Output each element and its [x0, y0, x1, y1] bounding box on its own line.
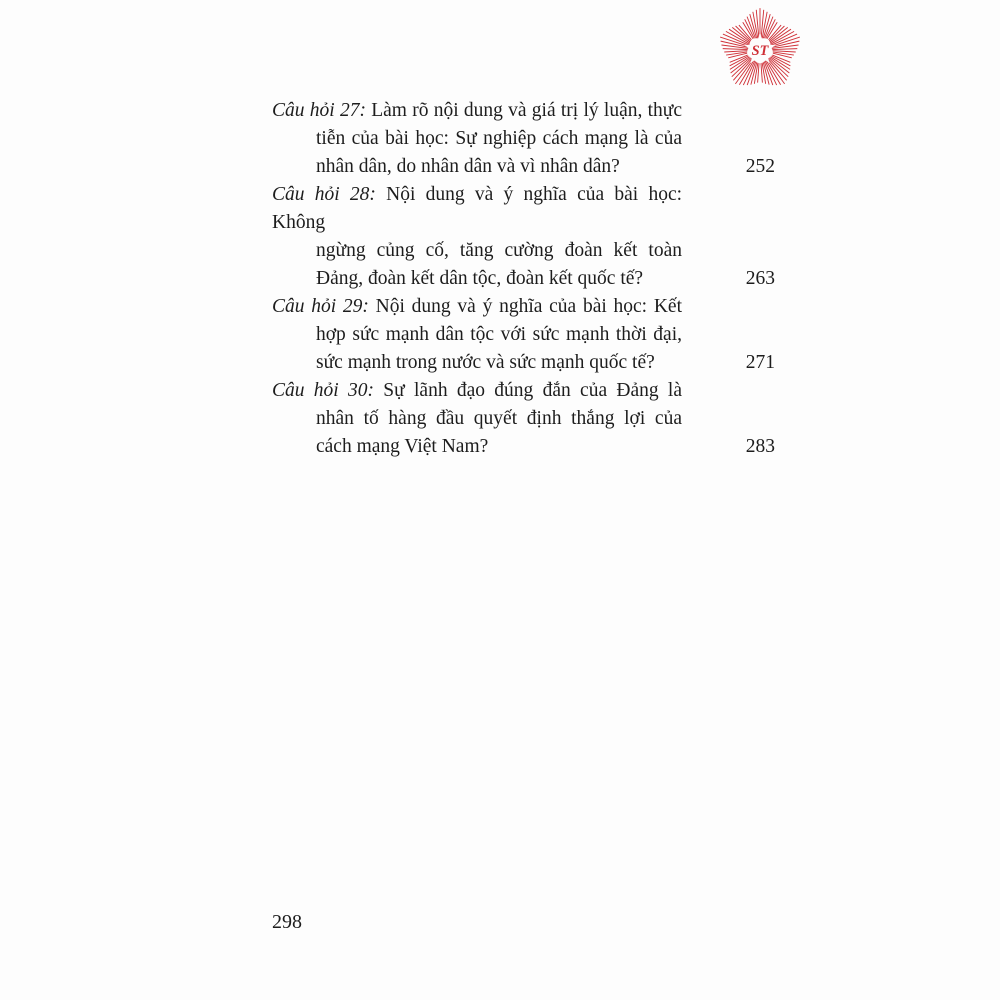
toc-entry-line: nhân tố hàng đầu quyết định thắng lợi của — [316, 408, 682, 429]
toc-entry-label: Câu hỏi 29: — [272, 296, 369, 317]
toc-entry-page-number: 263 — [745, 268, 775, 289]
toc-entry-page-number: 252 — [745, 156, 775, 177]
toc-entry-first-line — [272, 293, 682, 321]
toc-entry-last-line: nhân dân, do nhân dân và vì nhân dân? — [316, 156, 620, 177]
toc-entry-question: Nội dung và ý nghĩa của bài học: Kết — [375, 296, 682, 317]
toc-entry-last-line: Đảng, đoàn kết dân tộc, đoàn kết quốc tế? — [316, 268, 644, 289]
toc-entry-first-line — [272, 181, 682, 237]
toc-entry-question: Làm rõ nội dung và giá trị lý luận, thực — [371, 100, 682, 121]
toc-entry-page-number: 283 — [745, 436, 775, 457]
toc-entry-last-line: sức mạnh trong nước và sức mạnh quốc tế? — [316, 352, 655, 373]
toc-entry-label: Câu hỏi 30: — [272, 380, 374, 401]
toc-entry-label: Câu hỏi 28: — [272, 184, 376, 205]
toc-entry-line: tiễn của bài học: Sự nghiệp cách mạng là của — [316, 128, 682, 149]
folio-page-number: 298 — [272, 911, 302, 933]
toc-entry-label: Câu hỏi 27: — [272, 100, 366, 121]
toc-entry — [272, 97, 775, 181]
toc-entry-last-line: cách mạng Việt Nam? — [316, 436, 489, 457]
table-of-contents — [272, 97, 775, 461]
toc-entry — [272, 293, 775, 377]
toc-entry-first-line — [272, 377, 682, 405]
star-burst-icon — [714, 4, 806, 96]
toc-entry — [272, 377, 775, 461]
toc-entry-page-number: 271 — [745, 352, 775, 373]
toc-entry-first-line — [272, 97, 682, 125]
toc-entry-line: hợp sức mạnh dân tộc với sức mạnh thời đại, — [316, 324, 682, 345]
toc-entry — [272, 181, 775, 293]
toc-entry-line: ngừng củng cố, tăng cường đoàn kết toàn — [316, 240, 682, 261]
toc-entry-question: Nội dung và ý nghĩa của bài học: Không — [272, 184, 683, 233]
toc-entry-question: Sự lãnh đạo đúng đắn của Đảng là — [383, 380, 682, 401]
publisher-logo — [714, 4, 806, 96]
logo-letters: ST — [751, 43, 769, 60]
